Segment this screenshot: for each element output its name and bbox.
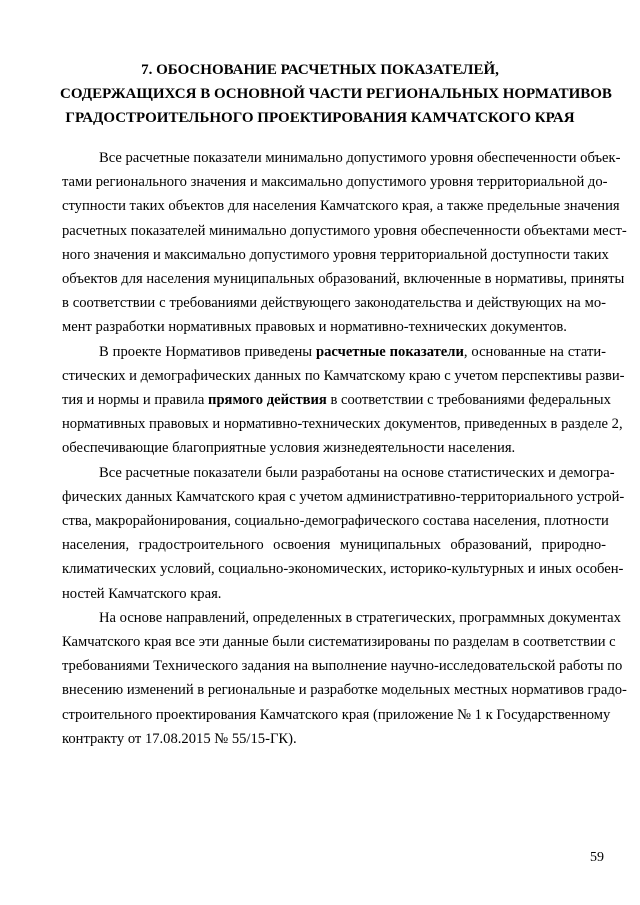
heading-line-1: 7. ОБОСНОВАНИЕ РАСЧЕТНЫХ ПОКАЗАТЕЛЕЙ, (141, 62, 499, 78)
paragraph-3-line: Все расчетные показатели были разработаны на основе статистических и демогра- (99, 464, 615, 481)
paragraph-1 (62, 146, 627, 340)
paragraph-3-line: климатических условий, социально-экономических, историко-культурных и иных особен- (62, 561, 624, 578)
paragraph-4-line: контракту от 17.08.2015 № 55/15-ГК). (62, 730, 297, 747)
section-heading (60, 58, 612, 130)
paragraph-2-line (62, 388, 611, 412)
paragraph-1-line: ного значения и максимально допустимого уровня территориальной доступности таких (62, 246, 609, 263)
paragraph-1-line: тами регионального значения и максимально допустимого уровня территориальной до- (62, 174, 608, 191)
paragraph-2-text: тия и нормы и правила (62, 392, 209, 409)
page-number: 59 (590, 850, 604, 865)
heading-line-3: ГРАДОСТРОИТЕЛЬНОГО ПРОЕКТИРОВАНИЯ КАМЧАТСКОГО КРАЯ (65, 110, 575, 126)
paragraph-1-line: мент разработки нормативных правовых и нормативно-технических документов. (62, 319, 567, 336)
paragraph-4-line: Камчатского края все эти данные были систематизированы по разделам в соответствии с (62, 634, 616, 651)
paragraph-2-text: , основанные на стати- (463, 343, 606, 360)
paragraph-3-line: населения, градостроительного освоения муниципальных образований, природно- (62, 537, 606, 554)
paragraph-2-text: В проекте Нормативов приведены (99, 343, 316, 360)
bold-term-direct-action: прямого действия (208, 392, 327, 409)
paragraph-3-line: фических данных Камчатского края с учетом административно-территориального устрой- (62, 488, 625, 505)
paragraph-3-line: ностей Камчатского края. (62, 585, 222, 602)
paragraph-2 (62, 340, 625, 461)
heading-line-2: СОДЕРЖАЩИХСЯ В ОСНОВНОЙ ЧАСТИ РЕГИОНАЛЬНЫХ НОРМАТИВОВ (60, 86, 612, 102)
paragraph-4-line: На основе направлений, определенных в стратегических, программных документах (99, 609, 621, 626)
paragraph-1-line: расчетных показателей минимально допустимого уровня обеспеченности объектами мест- (62, 222, 627, 239)
paragraph-3 (62, 461, 625, 606)
paragraph-1-line: объектов для населения муниципальных образований, включенные в нормативы, приняты (62, 271, 625, 288)
paragraph-2-line (62, 340, 606, 364)
paragraph-2-line: обеспечивающие благоприятные условия жизнедеятельности населения. (62, 440, 516, 457)
bold-term-calculated-indicators: расчетные показатели (315, 343, 464, 360)
paragraph-4 (62, 606, 627, 751)
paragraph-1-line: Все расчетные показатели минимально допустимого уровня обеспеченности объек- (99, 150, 621, 166)
paragraph-1-line: в соответствии с требованиями действующего законодательства и действующих на мо- (62, 295, 606, 312)
paragraph-4-line: внесению изменений в региональные и разработке модельных местных нормативов градо- (62, 682, 627, 699)
paragraph-4-line: строительного проектирования Камчатского края (приложение № 1 к Государственному (62, 706, 611, 723)
paragraph-4-line: требованиями Технического задания на выполнение научно-исследовательской работы по (62, 658, 623, 675)
paragraph-2-line: стических и демографических данных по Камчатскому краю с учетом перспективы разви- (62, 367, 625, 384)
paragraph-2-text: в соответствии с требованиями федеральных (326, 392, 611, 409)
paragraph-2-line: нормативных правовых и нормативно-технических документов, приведенных в разделе 2, (62, 416, 623, 433)
paragraph-1-line: ступности таких объектов для населения Камчатского края, а также предельные значения (62, 198, 620, 215)
paragraph-3-line: ства, макрорайонирования, социально-демографического состава населения, плотности (62, 513, 609, 530)
body-text (62, 146, 627, 751)
